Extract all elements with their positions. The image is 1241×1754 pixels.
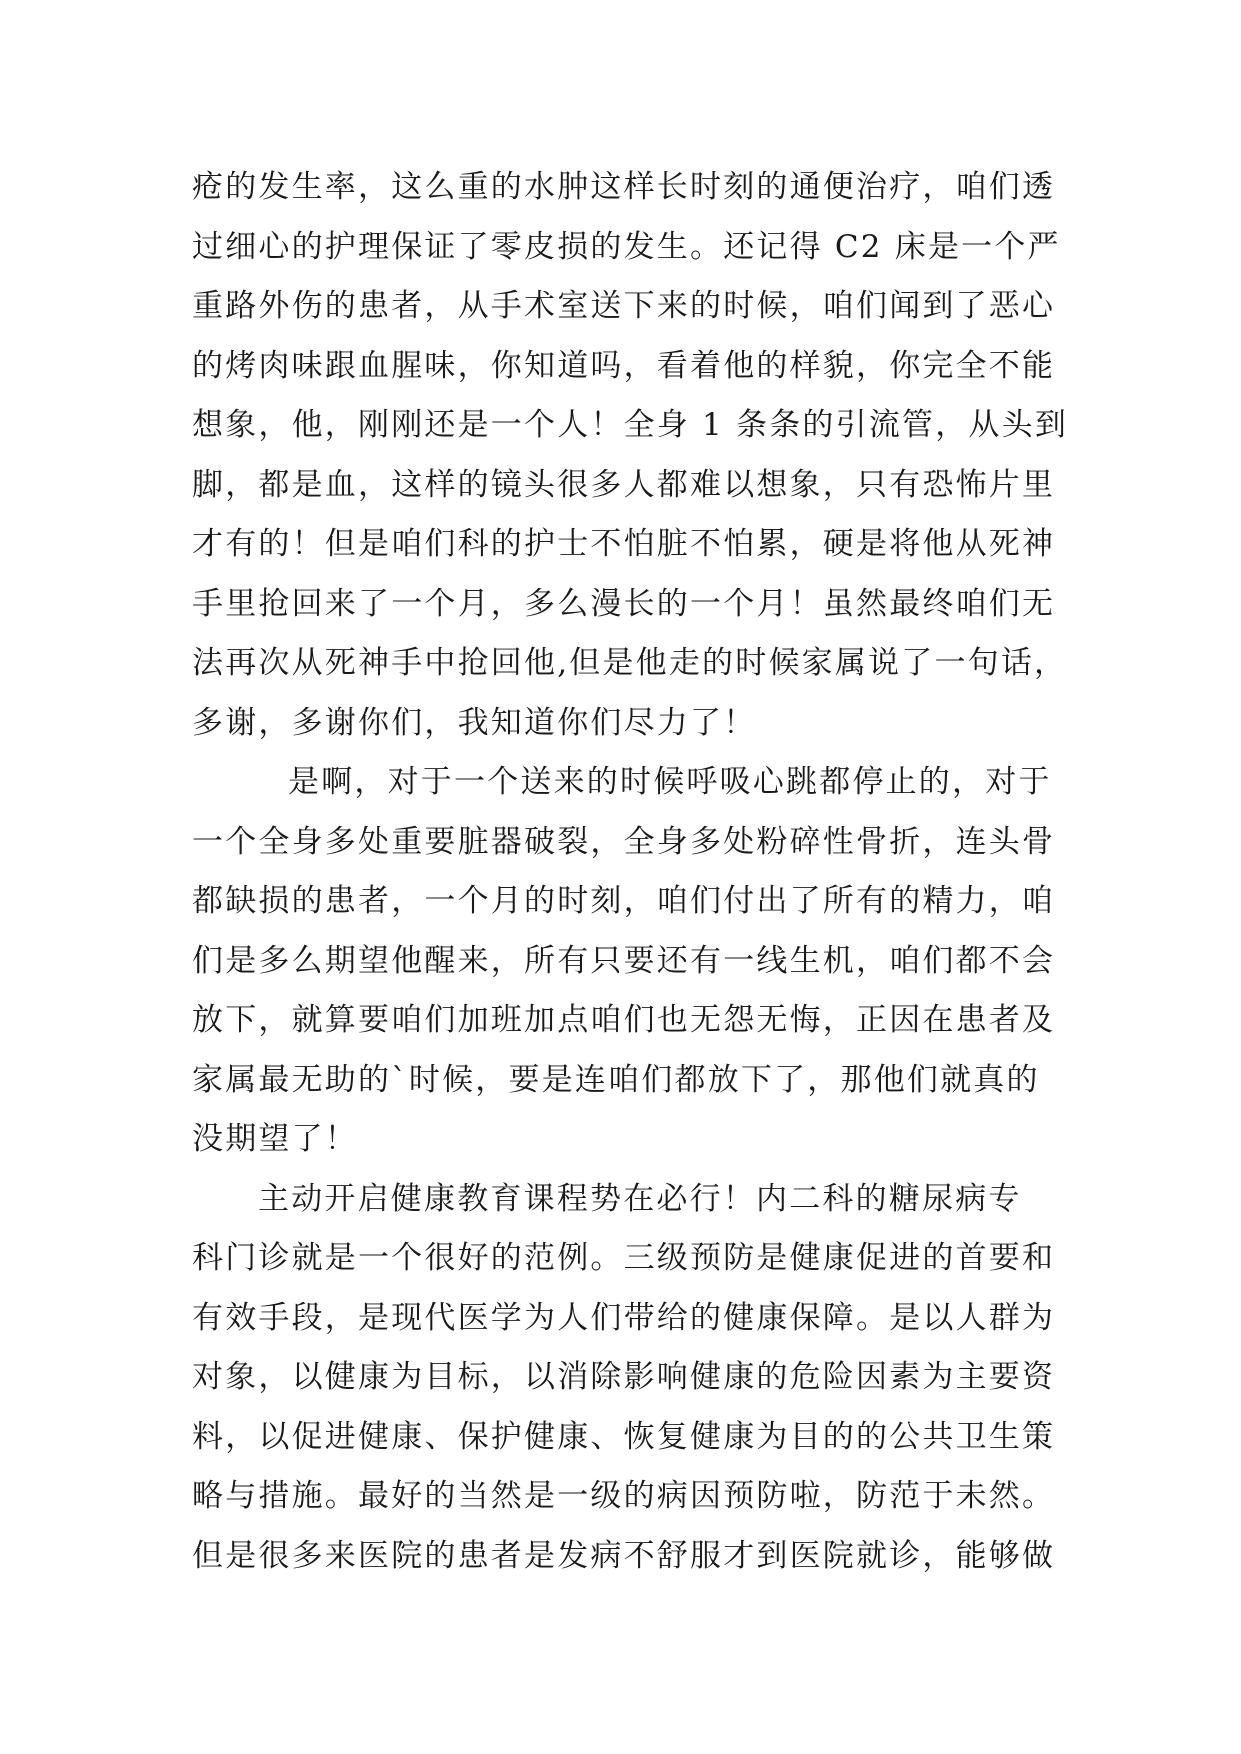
text-line: 放下，就算要咱们加班加点咱们也无怨无悔，正因在患者及 [192, 1002, 1056, 1038]
text-line: 有效手段，是现代医学为人们带给的健康保障。是以人群为 [192, 1299, 1056, 1336]
paragraph-first-line: 是啊，对于一个送来的时候呼吸心跳都停止的，对于 [288, 764, 1052, 800]
paragraph-first-line: 主动开启健康教育课程势在必行！内二科的糖尿病专 [258, 1180, 1022, 1217]
text-line: 但是很多来医院的患者是发病不舒服才到医院就诊，能够做 [192, 1537, 1056, 1574]
text-line: 一个全身多处重要脏器破裂，全身多处粉碎性骨折，连头骨 [192, 823, 1056, 860]
text-line: 手里抢回来了一个月，多么漫长的一个月！虽然最终咱们无 [192, 585, 1056, 622]
text-line: 科门诊就是一个很好的范例。三级预防是健康促进的首要和 [192, 1240, 1056, 1276]
document-body [192, 158, 1092, 1586]
text-line: 略与措施。最好的当然是一级的病因预防啦，防范于未然。 [192, 1478, 1056, 1514]
text-line: 才有的！但是咱们科的护士不怕脏不怕累，硬是将他从死神 [192, 526, 1056, 562]
text-line: 的烤肉味跟血腥味，你知道吗，看着他的样貌，你完全不能 [192, 347, 1056, 384]
text-line: 重路外伤的患者，从手术室送下来的时候，咱们闻到了恶心 [192, 288, 1056, 324]
text-line: 都缺损的患者，一个月的时刻，咱们付出了所有的精力，咱 [192, 883, 1056, 919]
text-line: 多谢，多谢你们，我知道你们尽力了！ [192, 704, 757, 741]
text-line: 想象，他，刚刚还是一个人！全身 1 条条的引流管，从头到 [192, 407, 1069, 443]
text-line: 法再次从死神手中抢回他,但是他走的时候家属说了一句话， [192, 645, 1068, 681]
text-line: 们是多么期望他醒来，所有只要还有一线生机，咱们都不会 [192, 942, 1056, 979]
text-line: 疮的发生率，这么重的水肿这样长时刻的通便治疗，咱们透 [192, 169, 1056, 205]
text-line: 对象，以健康为目标，以消除影响健康的危险因素为主要资 [192, 1359, 1056, 1395]
text-line: 没期望了！ [192, 1121, 358, 1157]
text-line: 家属最无助的`时候，要是连咱们都放下了，那他们就真的 [192, 1061, 1040, 1098]
text-line: 脚，都是血，这样的镜头很多人都难以想象，只有恐怖片里 [192, 466, 1056, 503]
text-line: 料，以促进健康、保护健康、恢复健康为目的的公共卫生策 [192, 1418, 1056, 1455]
text-line: 过细心的护理保证了零皮损的发生。还记得 C2 床是一个严 [192, 228, 1061, 265]
